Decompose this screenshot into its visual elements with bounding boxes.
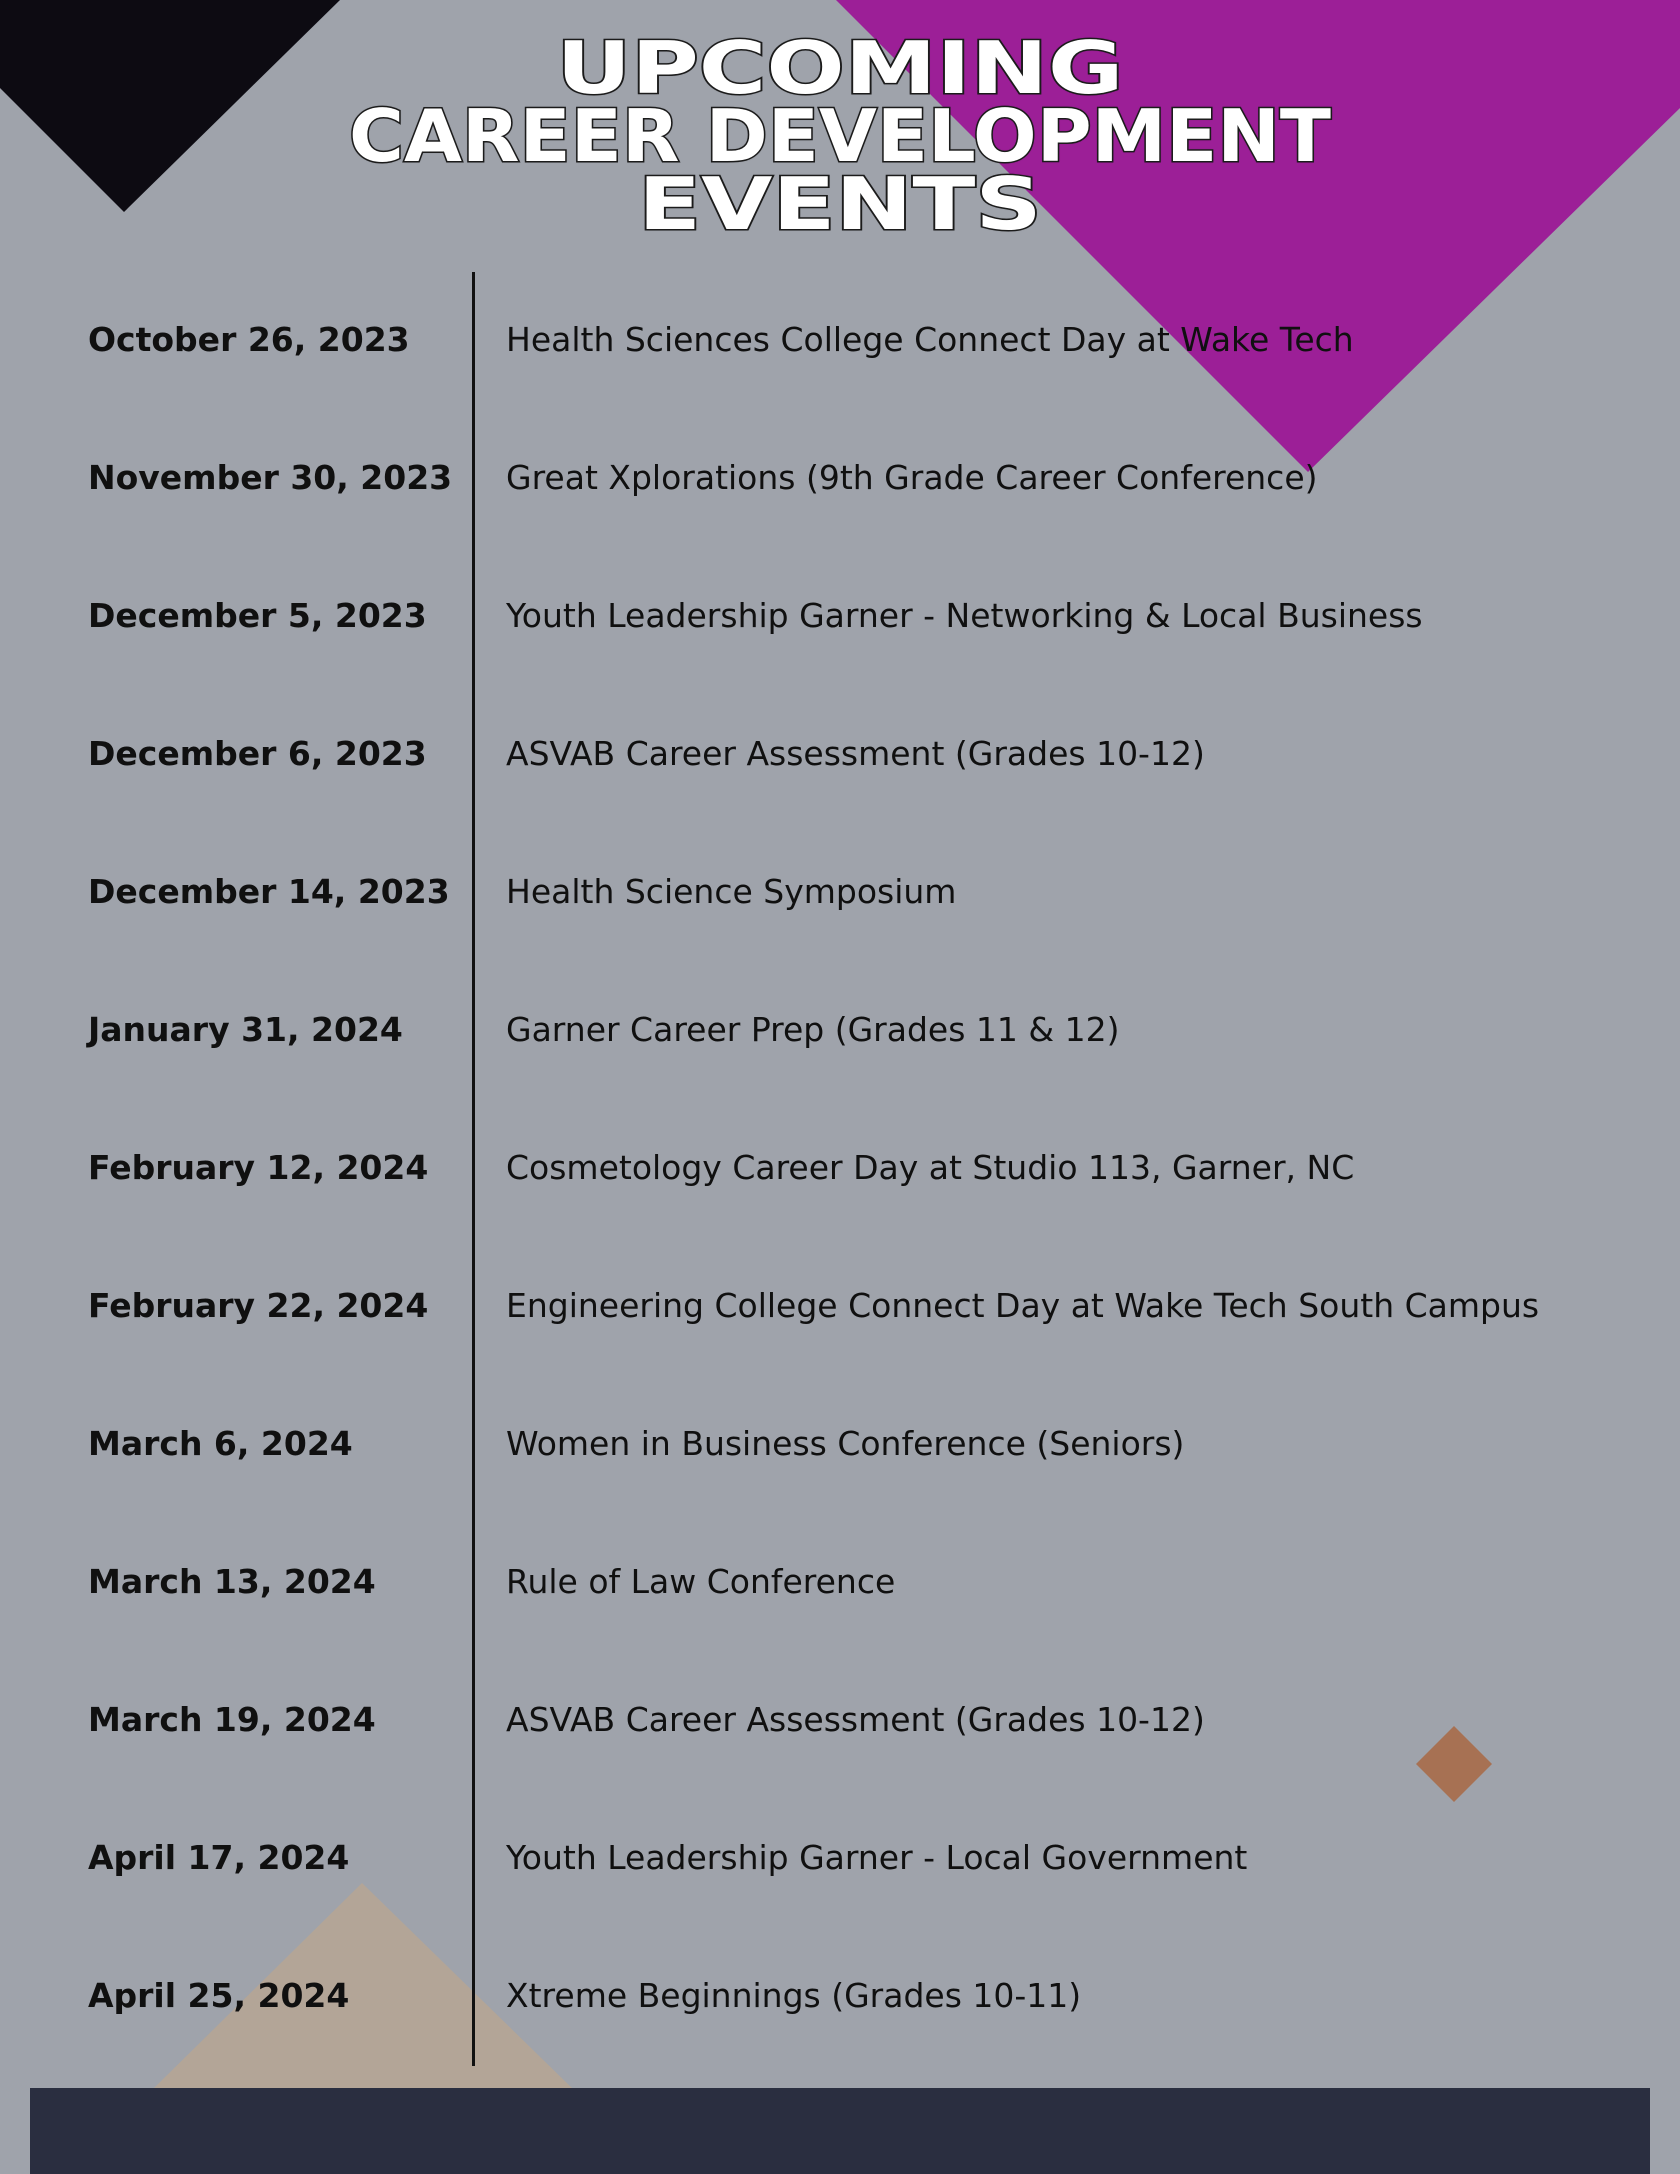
title-line-upcoming: UPCOMING xyxy=(556,26,1124,110)
event-row xyxy=(0,684,1680,822)
event-date: April 25, 2024 xyxy=(88,1975,350,2015)
event-name: Women in Business Conference (Seniors) xyxy=(506,1423,1185,1463)
event-date: December 6, 2023 xyxy=(88,733,427,773)
event-name: Rule of Law Conference xyxy=(506,1561,896,1601)
event-row xyxy=(0,1788,1680,1926)
event-date: March 6, 2024 xyxy=(88,1423,353,1463)
page-title xyxy=(0,26,1680,246)
event-date: March 19, 2024 xyxy=(88,1699,376,1739)
event-list xyxy=(0,270,1680,2064)
event-date: December 5, 2023 xyxy=(88,595,427,635)
event-date: April 17, 2024 xyxy=(88,1837,350,1877)
event-name: Engineering College Connect Day at Wake Tech South Campus xyxy=(506,1285,1540,1325)
event-name: Cosmetology Career Day at Studio 113, Garner, NC xyxy=(506,1147,1355,1187)
event-date: January 31, 2024 xyxy=(88,1009,403,1049)
event-row xyxy=(0,960,1680,1098)
event-row xyxy=(0,1098,1680,1236)
event-name: Youth Leadership Garner - Local Government xyxy=(506,1837,1248,1877)
event-row xyxy=(0,546,1680,684)
event-date: February 22, 2024 xyxy=(88,1285,429,1325)
event-name: Health Sciences College Connect Day at Wake Tech xyxy=(506,319,1354,359)
event-date: November 30, 2023 xyxy=(88,457,453,497)
event-name: Health Science Symposium xyxy=(506,871,957,911)
event-name: ASVAB Career Assessment (Grades 10-12) xyxy=(506,733,1205,773)
event-row xyxy=(0,1236,1680,1374)
event-row xyxy=(0,1512,1680,1650)
title-line-career-development: CAREER DEVELOPMENT xyxy=(348,94,1331,178)
event-date: February 12, 2024 xyxy=(88,1147,429,1187)
event-name: Garner Career Prep (Grades 11 & 12) xyxy=(506,1009,1120,1049)
event-row xyxy=(0,1650,1680,1788)
event-name: ASVAB Career Assessment (Grades 10-12) xyxy=(506,1699,1205,1739)
event-row xyxy=(0,408,1680,546)
event-date: December 14, 2023 xyxy=(88,871,450,911)
event-name: Great Xplorations (9th Grade Career Conference) xyxy=(506,457,1318,497)
event-row xyxy=(0,1374,1680,1512)
event-row xyxy=(0,1926,1680,2064)
footer-bar xyxy=(30,2088,1650,2174)
event-date: October 26, 2023 xyxy=(88,319,410,359)
event-name: Youth Leadership Garner - Networking & Local Business xyxy=(506,595,1423,635)
event-date: March 13, 2024 xyxy=(88,1561,376,1601)
event-row xyxy=(0,270,1680,408)
event-row xyxy=(0,822,1680,960)
event-name: Xtreme Beginnings (Grades 10-11) xyxy=(506,1975,1082,2015)
title-line-events: EVENTS xyxy=(638,162,1042,246)
